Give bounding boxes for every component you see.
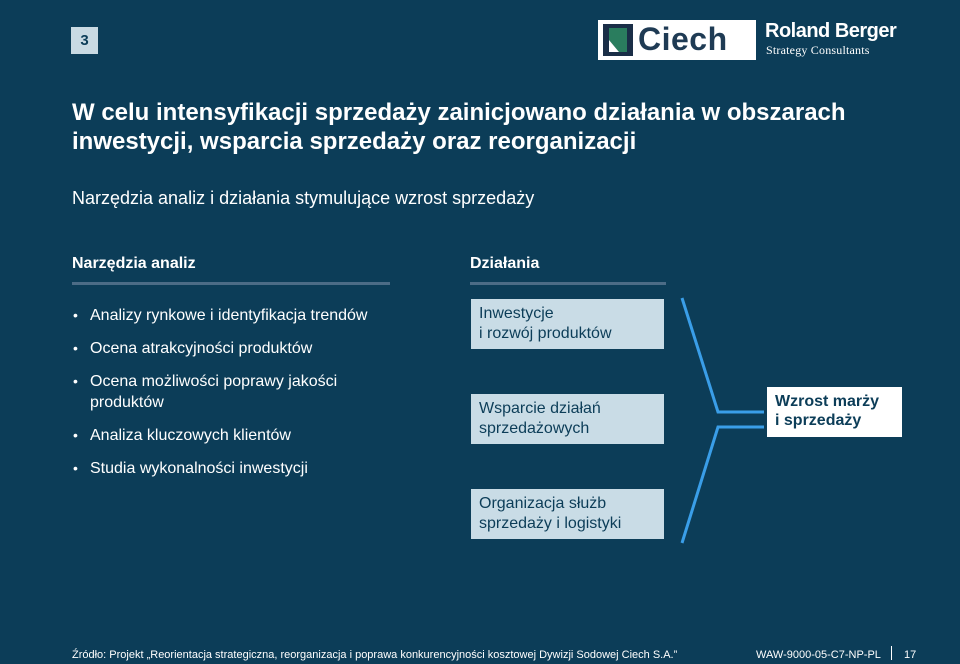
result-box-line: Wzrost marży	[775, 393, 880, 410]
action-box-sales-support	[471, 394, 664, 444]
list-item: • Studia wykonalności inwestycji	[72, 458, 392, 479]
action-box-organization	[471, 489, 664, 539]
list-item: • Analizy rynkowe i identyfikacja trendów	[72, 305, 392, 326]
list-item: • Analiza kluczowych klientów	[72, 425, 392, 446]
result-box-line: i sprzedaży	[775, 412, 862, 429]
logo-bar	[598, 20, 900, 60]
action-box-line: Organizacja służb	[479, 495, 607, 512]
actions-header: Działania	[470, 255, 540, 272]
ciech-logo-mark-icon	[603, 24, 633, 56]
slide-number: 17	[904, 649, 917, 661]
bracket-arrow-icon	[680, 296, 770, 546]
source-footnote: Źródło: Projekt „Reorientacja strategiczna, reorganizacja i poprawa konkurencyjności kosztowej Dywizji Sodowej Ciech S.A.”	[72, 649, 678, 661]
roland-berger-subtitle: Strategy Consultants	[766, 43, 870, 57]
list-item: • Ocena możliwości poprawy jakości produktów	[72, 371, 392, 413]
ciech-logo-text: Ciech	[638, 21, 728, 57]
analysis-tools-header: Narzędzia analiz	[72, 255, 196, 272]
roland-berger-name: Roland Berger	[765, 20, 897, 42]
actions-divider	[470, 282, 666, 285]
action-box-line: sprzedaży i logistyki	[479, 515, 622, 532]
document-code: WAW-9000-05-C7-NP-PL	[756, 649, 881, 661]
analysis-tools-divider	[72, 282, 390, 285]
result-box	[767, 387, 902, 437]
action-box-line: sprzedażowych	[479, 420, 590, 437]
action-box-line: Inwestycje	[479, 305, 554, 322]
footer-divider	[891, 646, 892, 660]
list-item: • Ocena atrakcyjności produktów	[72, 338, 392, 359]
roland-berger-logo	[765, 20, 900, 60]
action-box-line: Wsparcie działań	[479, 400, 601, 417]
action-box-investments	[471, 299, 664, 349]
analysis-tools-list	[72, 305, 392, 491]
action-box-line: i rozwój produktów	[479, 325, 612, 342]
ciech-logo	[598, 20, 756, 60]
page-number-badge: 3	[71, 27, 98, 54]
slide-subtitle: Narzędzia analiz i działania stymulujące wzrost sprzedaży	[72, 188, 535, 208]
slide-title: W celu intensyfikacji sprzedaży zainicjowano działania w obszarach inwestycji, wsparcia sprzedaży oraz reorganizacji	[72, 99, 846, 155]
